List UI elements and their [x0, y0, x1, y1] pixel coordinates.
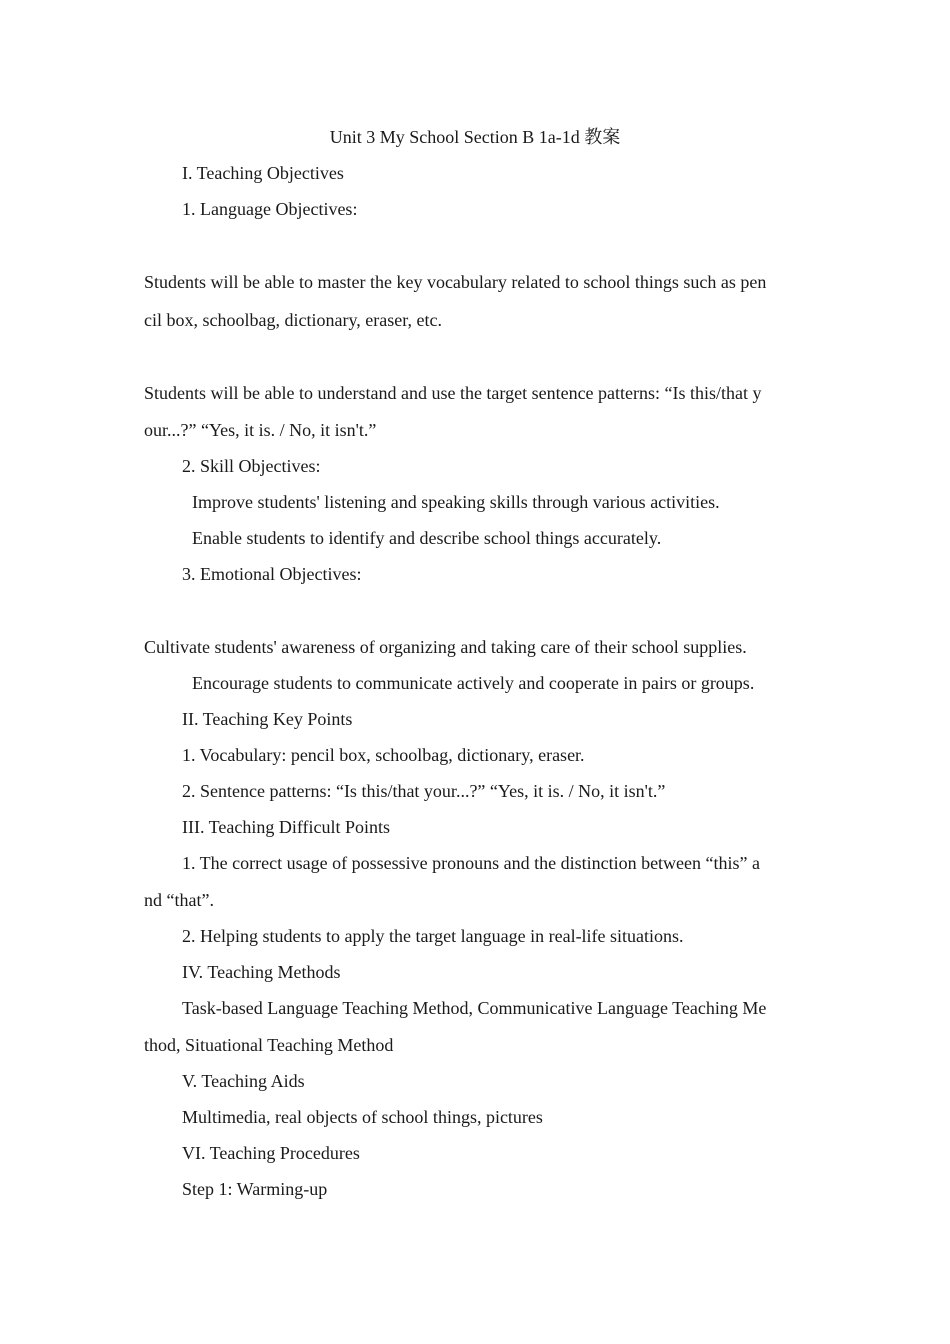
paragraph-line: 1. Vocabulary: pencil box, schoolbag, dictionary, eraser.: [182, 745, 585, 765]
paragraph-line: Enable students to identify and describe school things accurately.: [192, 528, 662, 548]
paragraph-line: Students will be able to master the key vocabulary related to school things such as pen: [144, 272, 767, 292]
paragraph-line: Multimedia, real objects of school things, pictures: [182, 1107, 543, 1127]
paragraph-line: our...?” “Yes, it is. / No, it isn't.”: [144, 420, 377, 440]
paragraph-line: 1. The correct usage of possessive pronouns and the distinction between “this” a: [182, 853, 761, 873]
subheading-language-objectives: 1. Language Objectives:: [182, 199, 358, 219]
section-heading-procedures: VI. Teaching Procedures: [182, 1143, 360, 1163]
paragraph-line: Cultivate students' awareness of organizing and taking care of their school supplies.: [144, 637, 747, 657]
section-heading-methods: IV. Teaching Methods: [182, 962, 341, 982]
document-title: Unit 3 My School Section B 1a-1d 教案: [329, 127, 621, 147]
paragraph-line: cil box, schoolbag, dictionary, eraser, etc.: [144, 310, 443, 330]
section-heading-key-points: II. Teaching Key Points: [182, 709, 353, 729]
paragraph-line: Encourage students to communicate actively and cooperate in pairs or groups.: [192, 673, 755, 693]
section-heading-aids: V. Teaching Aids: [182, 1071, 305, 1091]
subheading-skill-objectives: 2. Skill Objectives:: [182, 456, 321, 476]
paragraph-line: nd “that”.: [144, 890, 214, 910]
subheading-step-1: Step 1: Warming-up: [182, 1179, 328, 1199]
paragraph-line: 2. Sentence patterns: “Is this/that your...?” “Yes, it is. / No, it isn't.”: [182, 781, 666, 801]
paragraph-line: Students will be able to understand and use the target sentence patterns: “Is this/that y: [144, 383, 762, 403]
subheading-emotional-objectives: 3. Emotional Objectives:: [182, 564, 362, 584]
section-heading-difficult-points: III. Teaching Difficult Points: [182, 817, 391, 837]
paragraph-line: Improve students' listening and speaking skills through various activities.: [192, 492, 720, 512]
section-heading-objectives: I. Teaching Objectives: [182, 163, 344, 183]
paragraph-line: 2. Helping students to apply the target language in real-life situations.: [182, 926, 684, 946]
paragraph-line: thod, Situational Teaching Method: [144, 1035, 394, 1055]
paragraph-line: Task-based Language Teaching Method, Communicative Language Teaching Me: [182, 998, 767, 1018]
